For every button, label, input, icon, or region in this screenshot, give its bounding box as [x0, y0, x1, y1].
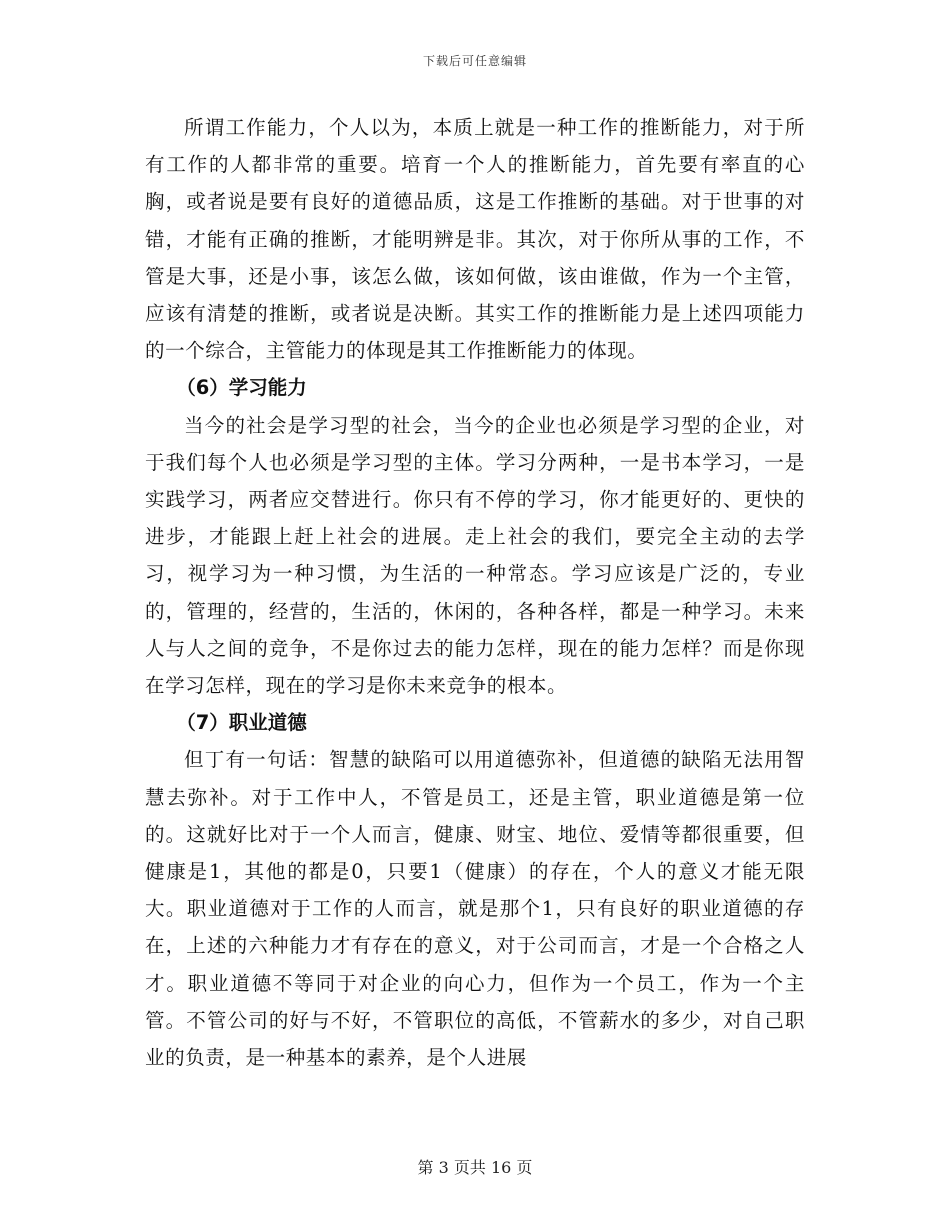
paragraph-learning: 当今的社会是学习型的社会，当今的企业也必须是学习型的企业，对于我们每个人也必须是学习型的主体。学习分两种，一是书本学习，一是实践学习，两者应交替进行。你只有不停的学习，你才能更好的、更快的进步，才能跟上赶上社会的进展。走上社会的我们，要完全主动的去学习，视学习为一种习惯，为生活的一种常态。学习应该是广泛的，专业的，管理的，经营的，生活的，休闲的，各种各样，都是一种学习。未来人与人之间的竞争，不是你过去的能力怎样，现在的能力怎样？而是你现在学习怎样，现在的学习是你未来竞争的根本。	[145, 413, 805, 698]
page-footer: 第 3 页共 16 页	[417, 1158, 533, 1177]
paragraph-work-judgment: 所谓工作能力，个人以为，本质上就是一种工作的推断能力，对于所有工作的人都非常的重要。培育一个人的推断能力，首先要有率直的心胸，或者说是要有良好的道德品质，这是工作推断的基础。对于世事的对错，才能有正确的推断，才能明辨是非。其次，对于你所从事的工作，不管是大事，还是小事，该怎么做，该如何做，该由谁做，作为一个主管，应该有清楚的推断，或者说是决断。其实工作的推断能力是上述四项能力的一个综合，主管能力的体现是其工作推断能力的体现。	[145, 116, 805, 363]
section-heading-learning: （6）学习能力	[176, 376, 307, 400]
document-body	[145, 109, 805, 1076]
paragraph-ethics: 但丁有一句话：智慧的缺陷可以用道德弥补，但道德的缺陷无法用智慧去弥补。对于工作中人，不管是员工，还是主管，职业道德是第一位的。这就好比对于一个人而言，健康、财宝、地位、爱情等都很重要，但健康是1，其他的都是0，只要1（健康）的存在，个人的意义才能无限大。职业道德对于工作的人而言，就是那个1，只有良好的职业道德的存在，上述的六种能力才有存在的意义，对于公司而言，才是一个合格之人才。职业道德不等同于对企业的向心力，但作为一个员工，作为一个主管。不管公司的好与不好，不管职位的高低，不管薪水的多少，对自己职业的负责，是一种基本的素养，是个人进展	[145, 748, 805, 1070]
page-header: 下载后可任意编辑	[422, 54, 527, 68]
section-heading-ethics: （7）职业道德	[176, 711, 307, 735]
